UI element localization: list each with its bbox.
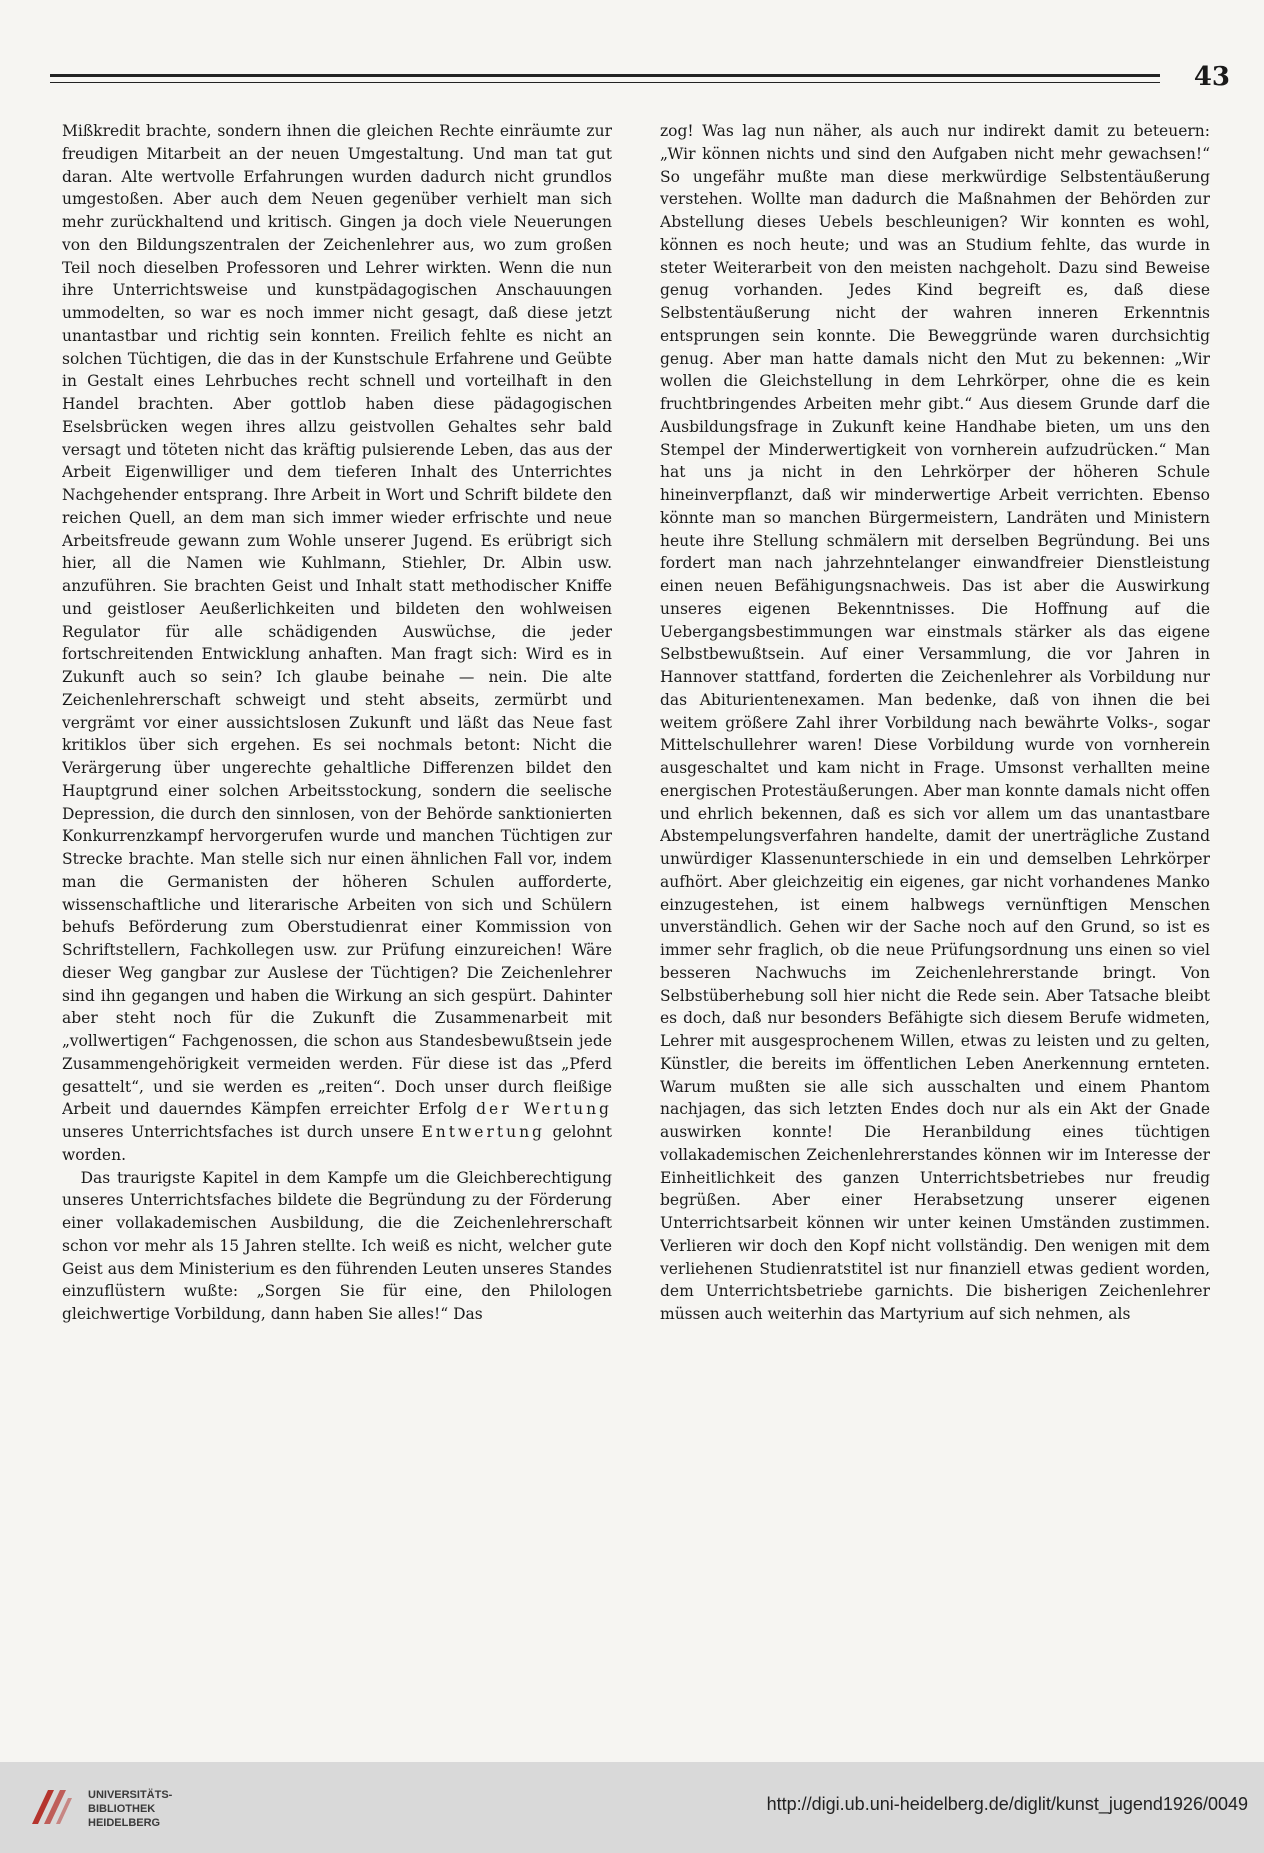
text-run: unseres Unterrichtsfaches ist durch unsere: [62, 1123, 415, 1141]
source-url-link[interactable]: http://digi.ub.uni-heidelberg.de/diglit/kunst_jugend1926/0049: [766, 1794, 1248, 1814]
paragraph: zog! Was lag nun näher, als auch nur indirekt damit zu beteuern: „Wir können nichts und sind den Aufgaben nicht mehr gewachsen!“ So ungefähr mußte man diese merkwürdige Selbstentäußerung verstehen. Wollte man dadurch die Maßnahmen der Behörden zur Abstellung dieses Uebels beschleunigen? Wir konnten es wohl, können es noch heute; und was an Studium fehlte, das wurde in steter Weiterarbeit von den meisten nachgeholt. Dazu sind Beweise genug vorhanden. Jedes Kind begreift es, daß diese Selbstentäußerung nicht der wahren inneren Erkenntnis entsprungen sein konnte. Die Beweggründe waren durchsichtig genug. Aber man hatte damals nicht den Mut zu bekennen: „Wir wollen die Gleichstellung in dem Lehrkörper, ohne die es kein fruchtbringendes Arbeiten mehr gibt.“ Aus diesem Grunde darf die Ausbildungsfrage in Zukunft keine Handhabe bieten, um uns den Stempel der Minderwertigkeit von vornherein aufzudrücken.“ Man hat uns ja nicht in den Lehrkörper der höheren Schule hineinverpflanzt, daß wir minderwertige Arbeit verrichten. Ebenso könnte man so manchen Bürgermeistern, Landräten und Ministern heute ihre Stellung schmälern mit derselben Begründung. Bei uns fordert man nach jahrzehntelanger einwandfreier Dienstleistung einen neuen Befähigungsnachweis. Das ist aber die Auswirkung unseres eigenen Bekenntnisses. Die Hoffnung auf die Uebergangsbestimmungen war einstmals stärker als das eigene Selbstbewußtsein. Auf einer Versammlung, die vor Jahren in Hannover stattfand, forderten die Zeichenlehrer als Vorbildung nur das Abiturientenexamen. Man bedenke, daß von ihnen die bei weitem größere Zahl ihrer Vorbildung nach bewährte Volks-, sogar Mittelschullehrer waren! Diese Vorbildung wurde von vornherein ausgeschaltet und kam nicht in Frage. Umsonst verhallten meine energischen Protestäußerungen. Aber man konnte damals nicht offen und ehrlich bekennen, daß es sich vor allem um das unantastbare Abstempelungsverfahren handelte, damit der unerträgliche Zustand unwürdiger Klassenunterschiede in ein und demselben Lehrkörper aufhört. Aber gleichzeitig ein eigenes, gar nicht vorhandenes Manko einzugestehen, ist einem halbwegs vernünftigen Menschen unverständlich. Gehen wir der Sache noch auf den Grund, so ist es immer sehr fraglich, ob die neue Prüfungsordnung uns einen so viel besseren Nachwuchs im Zeichenlehrerstande bringt. Von Selbstüberhebung soll hier nicht die Rede sein. Aber Tatsache bleibt es doch, daß nur besonders Befähigte sich diesem Berufe widmeten, Lehrer mit ausgesprochenem Willen, etwas zu leisten und zu gelten, Künstler, die bereits im öffentlichen Leben Anerkennung ernteten. Warum mußten sie alle sich ausschalten und einem Phantom nachjagen, das sich letzten Endes doch nur als ein Akt der Gnade auswirken konnte! Die Heranbildung eines tüchtigen vollakademischen Zeichenlehrerstandes können wir im Interesse der Einheitlichkeit des ganzen Unterrichtsbetriebes nur freudig begrüßen. Aber einer Herabsetzung unserer eigenen Unterrichtsarbeit können wir unter keinen Umständen zustimmen. Verlieren wir doch den Kopf nicht vollständig. Den wenigen mit dem verliehenen Studienratstitel ist nur finanziell etwas gedient worden, dem Unterrichtsbetriebe garnichts. Die bisherigen Zeichenlehrer müssen auch weiterhin das Martyrium auf sich nehmen, als: [660, 122, 1210, 1323]
text-run: Mißkredit brachte, sondern ihnen die gleichen Rechte einräumte zur freudigen Mitarbeit an der neuen Umgestaltung. Und man tat gut daran. Alte wertvolle Erfahrungen wurden dadurch nicht grundlos umgestoßen. Aber auch dem Neuen gegenüber verhielt man sich mehr zurückhaltend und kritisch. Gingen ja doch viele Neuerungen von den Bildungszentralen der Zeichenlehrer aus, wo zum großen Teil noch dieselben Professoren und Lehrer wirkten. Wenn die nun ihre Unterrichtsweise und kunstpädagogischen Anschauungen ummodelten, so war es noch immer nicht gesagt, daß diese jetzt unantastbar und richtig sein konnten. Freilich fehlte es nicht an solchen Tüchtigen, die das in der Kunstschule Erfahrene und Geübte in Gestalt eines Lehrbuches recht schnell und vorteilhaft in den Handel brachten. Aber gottlob haben diese pädagogischen Eselsbrücken wegen ihres allzu geistvollen Gehaltes sehr bald versagt und töteten nicht das kräftig pulsierende Leben, das aus der Arbeit Eigenwilliger und dem tieferen Inhalt des Unterrichtes Nachgehender entsprang. Ihre Arbeit in Wort und Schrift bildete den reichen Quell, an dem man sich immer wieder erfrischte und neue Arbeitsfreude gewann zum Wohle unserer Jugend. Es erübrigt sich hier, all die Namen wie Kuhlmann, Stiehler, Dr. Albin usw. anzuführen. Sie brachten Geist und Inhalt statt methodischer Kniffe und geistloser Aeußerlichkeiten und bildeten den wohlweisen Regulator für alle schädigenden Auswüchse, die jeder fortschreitenden Entwicklung anhaften. Man fragt sich: Wird es in Zukunft auch so sein? Ich glaube beinahe — nein. Die alte Zeichenlehrerschaft schweigt und steht abseits, zermürbt und vergrämt vor einer aussichtslosen Zukunft und läßt das Neue fast kritiklos über sich ergehen. Es sei nochmals betont: Nicht die Verärgerung über ungerechte gehaltliche Differenzen bildet den Hauptgrund einer solchen Arbeitsstockung, sondern die seelische Depression, die durch den sinnlosen, von der Behörde sanktionierten Konkurrenzkampf hervorgerufen wurde und manchen Tüchtigen zur Strecke brachte. Man stelle sich nur einen ähnlichen Fall vor, indem man die Germanisten der höheren Schulen aufforderte, wissenschaftliche und literarische Arbeiten von sich und Schülern behufs Beförderung zum Oberstudienrat einer Kommission von Schriftstellern, Fachkollegen usw. zur Prüfung einzureichen! Wäre dieser Weg gangbar zur Auslese der Tüchtigen? Die Zeichenlehrer sind ihn gegangen und haben die Wirkung an sich gespürt. Dahinter aber steht noch für die Zukunft die Zusammenarbeit mit „vollwertigen“ Fachgenossen, die schon aus Standesbewußtsein jede Zusammengehörigkeit vermeiden werden. Für diese ist das „Pferd gesattelt“, und sie werden es „reiten“. Doch unser durch fleißige Arbeit und dauerndes Kämpfen erreichter Erfolg: [62, 122, 612, 1119]
text-column-right: [660, 120, 1210, 1710]
page-number: 43: [1193, 62, 1230, 92]
library-name: [88, 1788, 172, 1830]
library-name-line: BIBLIOTHEK: [88, 1803, 156, 1815]
text-run: gelohnt worden.: [62, 1123, 612, 1164]
text-column-left: [62, 120, 612, 1710]
spaced-emphasis: Entwertung: [421, 1123, 545, 1141]
library-name-line: UNIVERSITÄTS-: [88, 1789, 173, 1801]
footer-bar: [0, 1762, 1264, 1853]
paragraph: Das traurigste Kapitel in dem Kampfe um die Gleichberechtigung unseres Unterrichtsfaches bildete die Begründung zu der Förderung einer vollakademischen Ausbildung, die die Zeichenlehrerschaft schon vor mehr als 15 Jahren stellte. Ich weiß es nicht, welcher gute Geist aus dem Ministerium es den führenden Leuten unseres Standes einzuflüstern wußte: „Sorgen Sie für eine, den Philologen gleichwertige Vorbildung, dann haben Sie alles!“ Das: [62, 1168, 612, 1323]
spaced-emphasis: der Wertung: [476, 1100, 612, 1119]
library-name-line: HEIDELBERG: [88, 1817, 161, 1829]
header-rule: [50, 74, 1160, 83]
university-library-logo-icon: [28, 1784, 74, 1830]
paragraph: [62, 120, 612, 1167]
